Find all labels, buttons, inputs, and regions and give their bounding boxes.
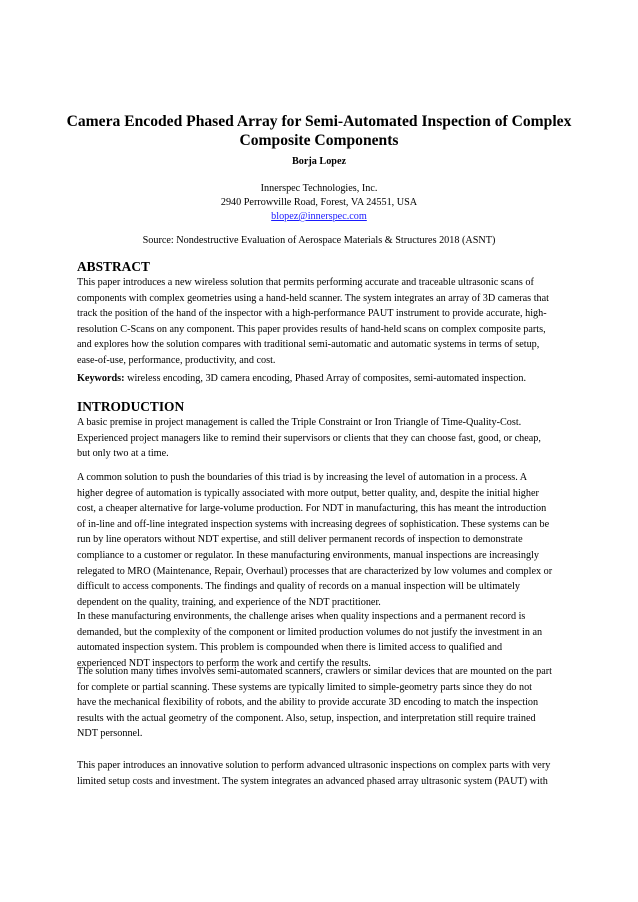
text-line: dependent on the quality, training, and experience of the NDT practitioner. (77, 596, 381, 608)
text-line: components with complex geometries using a hand-held scanner. The system integrates an array of 3D cameras that (77, 292, 549, 304)
intro-paragraph-4 (77, 664, 564, 742)
text-line: of in-line and off-line integrated inspection systems with increasing degrees of sophistication. These systems can be (77, 518, 550, 530)
keywords-paragraph (77, 371, 564, 387)
text-line: higher degree of automation is typically associated with more output, better quality, and, despite the initial higher (77, 487, 539, 499)
address: 2940 Perrowville Road, Forest, VA 24551, USA (220, 197, 418, 208)
text-line: demanded, but the complexity of the component or limited production volumes do not justify the investment in an (77, 626, 543, 638)
text-line: Experienced project managers like to remind their supervisors or clients that they can choose fast, good, or cheap, (77, 432, 541, 444)
title-line: Camera Encoded Phased Array for Semi-Automated Inspection of Complex (66, 113, 572, 130)
text-line: automated inspection system. This problem is compounded when there is limited access to qualified and (77, 642, 503, 654)
source-citation: Source: Nondestructive Evaluation of Aerospace Materials & Structures 2018 (ASNT) (142, 235, 496, 246)
keywords-text: wireless encoding, 3D camera encoding, Phased Array of composites, semi-automated inspection. (124, 373, 526, 384)
text-line: and explores how the solution compares with traditional semi-automatic and automatic systems in terms of setup, (77, 339, 540, 351)
text-line: cost, a cheaper alternative for large-volume production. For NDT in manufacturing, this has meant the introduction (77, 503, 547, 515)
paper-title (60, 112, 578, 150)
text-line: results with the actual geometry of the component. Also, setup, inspection, and interpretation still require trained (77, 712, 536, 724)
intro-paragraph-5 (77, 758, 564, 789)
keywords-label: Keywords: (77, 373, 125, 384)
abstract-paragraph (77, 275, 564, 369)
text-line: run by line operators without NDT expertise, and still deliver permanent records of inspection to demonstrate (77, 534, 523, 546)
text-line: experienced NDT inspectors to perform the work and certify the results. (77, 657, 371, 669)
author-email-link[interactable] (0, 210, 638, 224)
text-line: A common solution to push the boundaries of this triad is by increasing the level of automation in a process. A (77, 472, 528, 483)
text-line: This paper introduces a new wireless solution that permits performing accurate and traceable ultrasonic scans of (77, 277, 534, 288)
abstract-heading: ABSTRACT (77, 259, 150, 274)
text-line: NDT personnel. (77, 728, 143, 740)
title-line: Composite Components (239, 132, 399, 149)
email-text[interactable]: blopez@innerspec.com (271, 211, 367, 222)
intro-paragraph-2 (77, 470, 564, 610)
text-line: relegated to MRO (Maintenance, Repair, Overhaul) processes that are characterized by low volumes and complex or (77, 565, 553, 577)
text-line: resolution C-Scans on any component. This paper provides results of hand-held scans on complex composite parts, (77, 323, 546, 335)
text-line: This paper introduces an innovative solution to perform advanced ultrasonic inspections on complex parts with very (77, 760, 551, 771)
text-line: A basic premise in project management is called the Triple Constraint or Iron Triangle of Time-Quality-Cost. (77, 417, 522, 428)
affiliation: Innerspec Technologies, Inc. (260, 183, 378, 194)
text-line: The solution many times involves semi-automated scanners, crawlers or similar devices that are mounted on the part (77, 666, 552, 677)
text-line: for complete or partial scanning. These systems are typically limited to simple-geometry parts since they do not (77, 681, 533, 693)
text-line: limited setup costs and investment. The system integrates an advanced phased array ultrasonic system (PAUT) with (77, 775, 548, 787)
intro-paragraph-3 (77, 609, 564, 671)
text-line: ease-of-use, performance, productivity, and cost. (77, 354, 276, 366)
text-line: difficult to access components. The findings and quality of records on a manual inspection will be ultimately (77, 581, 520, 593)
text-line: In these manufacturing environments, the challenge arises when quality inspections and a permanent record is (77, 611, 526, 622)
text-line: but only two at a time. (77, 448, 169, 460)
introduction-heading: INTRODUCTION (77, 399, 185, 414)
text-line: have the mechanical flexibility of robots, and the ability to provide accurate 3D encoding to match the inspection (77, 697, 539, 709)
author-name: Borja Lopez (291, 156, 347, 167)
text-line: compliance to a customer or regulator. In these manufacturing environments, manual inspections are increasingly (77, 549, 539, 561)
intro-paragraph-1 (77, 415, 564, 462)
text-line: track the position of the hand of the inspector with a high-performance PAUT instrument to provide accurate, high- (77, 308, 547, 320)
